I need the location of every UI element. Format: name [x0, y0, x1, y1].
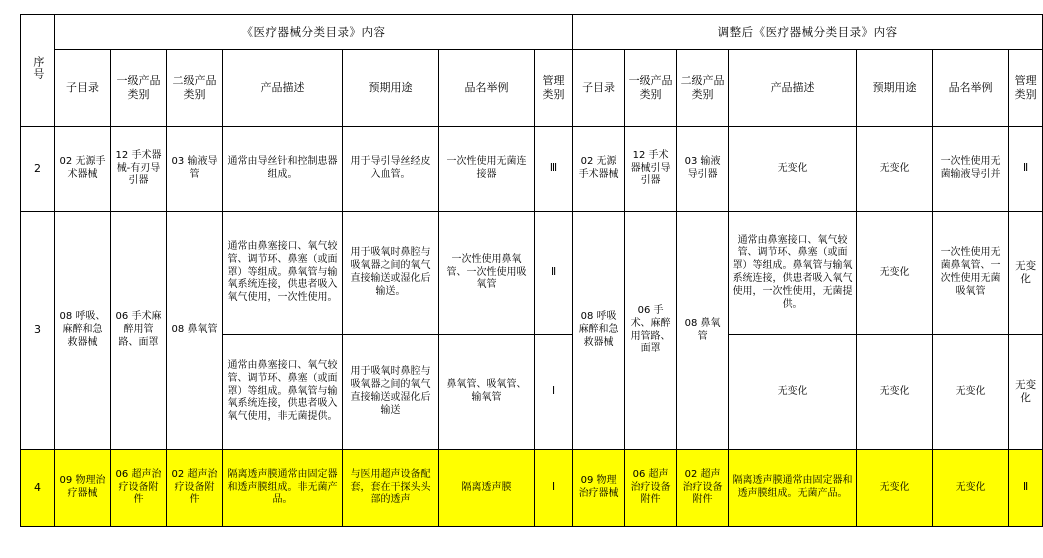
header-group-adjusted: 调整后《医疗器械分类目录》内容: [573, 15, 1043, 50]
cell-original-management: Ⅰ: [535, 450, 573, 527]
cell-original-level2: 08 鼻氧管: [167, 212, 223, 450]
header-original-level1: 一级产品类别: [111, 50, 167, 127]
cell-original-description: 通常由鼻塞接口、氧气较管、调节环、鼻塞（或面罩）等组成。鼻氧管与输氧系统连接，供患者吸入氧气使用，一次性使用。: [223, 212, 343, 335]
cell-original-intended-use: 用于吸氧时鼻腔与吸氧器之间的氧气直接输送或湿化后输送: [343, 335, 439, 450]
cell-original-intended-use: 与医用超声设备配套，套在干探头头部的透声: [343, 450, 439, 527]
cell-original-management: Ⅲ: [535, 127, 573, 212]
cell-adjusted-description: 无变化: [729, 127, 857, 212]
cell-original-management: Ⅱ: [535, 212, 573, 335]
header-original-description: 产品描述: [223, 50, 343, 127]
cell-original-name-examples: 一次性使用鼻氧管、一次性使用吸氧管: [439, 212, 535, 335]
header-original-level2: 二级产品类别: [167, 50, 223, 127]
cell-adjusted-management: Ⅱ: [1009, 127, 1043, 212]
header-adjusted-intended-use: 预期用途: [857, 50, 933, 127]
cell-adjusted-level2: 08 鼻氧管: [677, 212, 729, 450]
header-original-name-examples: 品名举例: [439, 50, 535, 127]
row-seq: 2: [21, 127, 55, 212]
header-adjusted-level1: 一级产品类别: [625, 50, 677, 127]
table-row: [21, 127, 1043, 212]
cell-adjusted-level1: 06 超声治疗设备附件: [625, 450, 677, 527]
cell-adjusted-management: 无变化: [1009, 335, 1043, 450]
cell-adjusted-sub-catalog: 08 呼吸麻醉和急救器械: [573, 212, 625, 450]
cell-original-name-examples: 一次性使用无菌连接器: [439, 127, 535, 212]
cell-adjusted-level2: 03 输液导引器: [677, 127, 729, 212]
cell-original-management: Ⅰ: [535, 335, 573, 450]
table-row: [21, 212, 1043, 335]
cell-original-sub-catalog: 09 物理治疗器械: [55, 450, 111, 527]
header-adjusted-description: 产品描述: [729, 50, 857, 127]
cell-original-level2: 03 输液导管: [167, 127, 223, 212]
table-header-column-row: [21, 50, 1043, 127]
cell-original-level1: 06 手术麻醉用管路、面罩: [111, 212, 167, 450]
cell-original-description: 通常由导丝针和控制患器组成。: [223, 127, 343, 212]
cell-adjusted-description: 隔离透声膜通常由固定器和透声膜组成。无菌产品。: [729, 450, 857, 527]
cell-adjusted-management: 无变化: [1009, 212, 1043, 335]
cell-adjusted-intended-use: 无变化: [857, 212, 933, 335]
cell-adjusted-name-examples: 一次性使用无菌鼻氧管、一次性使用无菌吸氧管: [933, 212, 1009, 335]
cell-original-description: 通常由鼻塞接口、氧气较管、调节环、鼻塞（或面罩）等组成。鼻氧管与输氧系统连接，供患者吸入氧气使用，非无菌提供。: [223, 335, 343, 450]
cell-adjusted-description: 无变化: [729, 335, 857, 450]
classification-catalog-table: [20, 14, 1043, 527]
header-adjusted-sub-catalog: 子目录: [573, 50, 625, 127]
table-row: [21, 450, 1043, 527]
header-group-original: 《医疗器械分类目录》内容: [55, 15, 573, 50]
cell-original-intended-use: 用于导引导丝经皮入血管。: [343, 127, 439, 212]
cell-original-level1: 06 超声治疗设备附件: [111, 450, 167, 527]
cell-adjusted-sub-catalog: 02 无源手术器械: [573, 127, 625, 212]
cell-original-description: 隔离透声膜通常由固定器和透声膜组成。非无菌产品。: [223, 450, 343, 527]
cell-original-name-examples: 隔离透声膜: [439, 450, 535, 527]
header-seq: 序号: [21, 15, 55, 127]
cell-adjusted-name-examples: 无变化: [933, 335, 1009, 450]
cell-adjusted-intended-use: 无变化: [857, 335, 933, 450]
header-adjusted-level2: 二级产品类别: [677, 50, 729, 127]
cell-adjusted-name-examples: 无变化: [933, 450, 1009, 527]
header-adjusted-name-examples: 品名举例: [933, 50, 1009, 127]
cell-original-level2: 02 超声治疗设备附件: [167, 450, 223, 527]
cell-adjusted-intended-use: 无变化: [857, 127, 933, 212]
row-seq: 3: [21, 212, 55, 450]
cell-original-sub-catalog: 02 无源手术器械: [55, 127, 111, 212]
header-original-intended-use: 预期用途: [343, 50, 439, 127]
cell-adjusted-description: 通常由鼻塞接口、氧气较管、调节环、鼻塞（或面罩）等组成。鼻氧管与输氧系统连接，供患者吸入氧气使用，一次性使用，无菌提供。: [729, 212, 857, 335]
cell-adjusted-name-examples: 一次性使用无菌输液导引并: [933, 127, 1009, 212]
cell-adjusted-intended-use: 无变化: [857, 450, 933, 527]
cell-adjusted-level1: 12 手术器械引导引器: [625, 127, 677, 212]
cell-original-sub-catalog: 08 呼吸、麻醉和急救器械: [55, 212, 111, 450]
cell-adjusted-level1: 06 手术、麻醉用管路、面罩: [625, 212, 677, 450]
header-adjusted-management: 管理类别: [1009, 50, 1043, 127]
cell-original-level1: 12 手术器械-有刃导引器: [111, 127, 167, 212]
table-header-group-row: [21, 15, 1043, 50]
cell-adjusted-sub-catalog: 09 物理治疗器械: [573, 450, 625, 527]
header-original-management: 管理类别: [535, 50, 573, 127]
cell-adjusted-level2: 02 超声治疗设备附件: [677, 450, 729, 527]
header-original-sub-catalog: 子目录: [55, 50, 111, 127]
cell-adjusted-management: Ⅱ: [1009, 450, 1043, 527]
cell-original-name-examples: 鼻氧管、吸氧管、输氧管: [439, 335, 535, 450]
row-seq: 4: [21, 450, 55, 527]
cell-original-intended-use: 用于吸氧时鼻腔与吸氧器之间的氧气直接输送或湿化后输送。: [343, 212, 439, 335]
